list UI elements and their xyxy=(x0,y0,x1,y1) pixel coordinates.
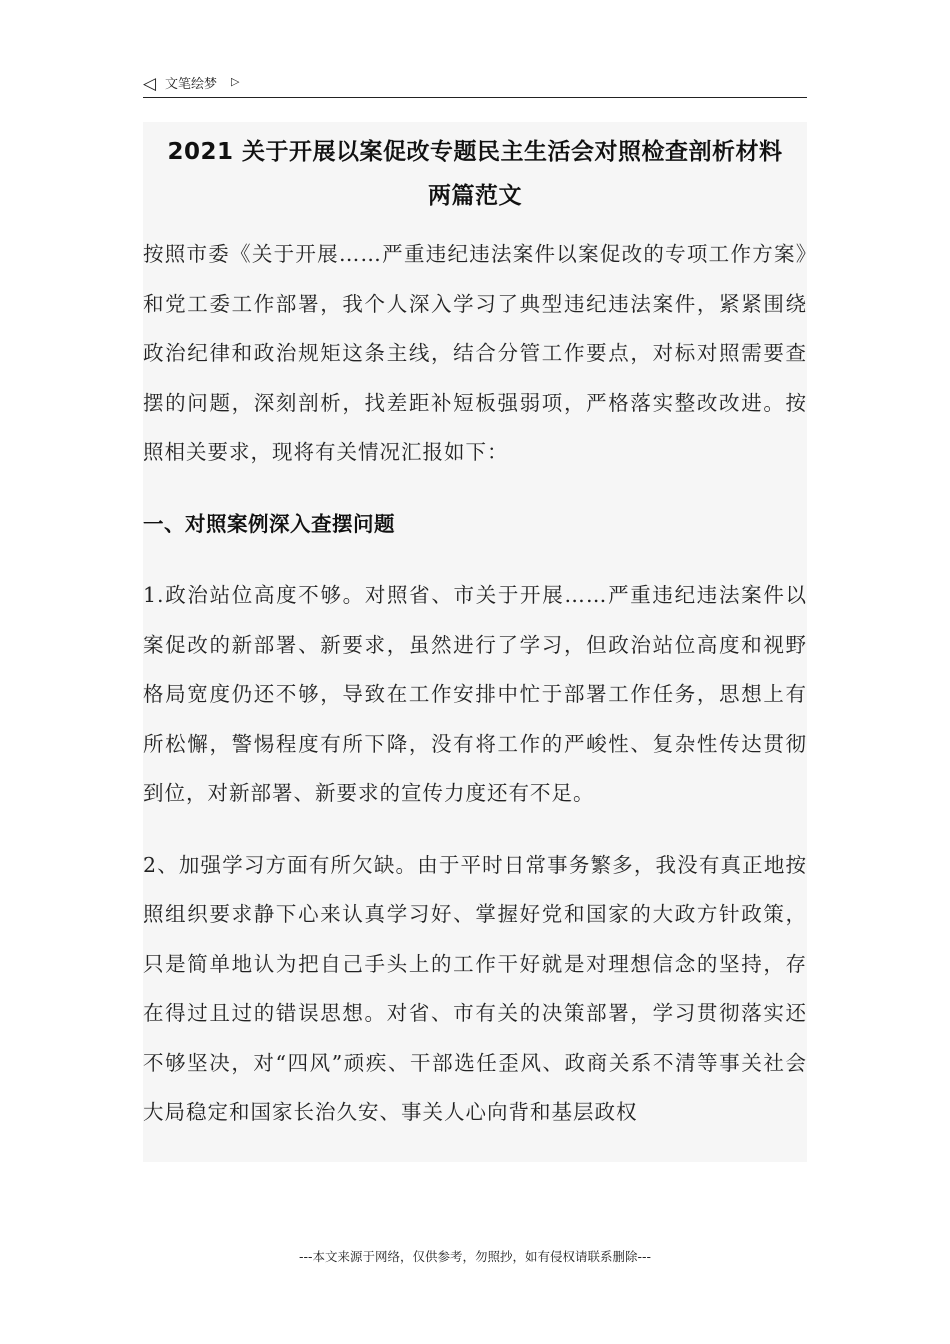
document-title-line1: 2021 关于开展以案促改专题民主生活会对照检查剖析材料 xyxy=(167,139,783,165)
list-item-2: 2、加强学习方面有所欠缺。由于平时日常事务繁多，我没有真正地按照组织要求静下心来认真学习好、掌握好党和国家的大政方针政策，只是简单地认为把自己手头上的工作干好就是对理想信念的坚持，存在得过且过的错误思想。对省、市有关的决策部署，学习贯彻落实还不够坚决，对“四风”顽疾、干部选任歪风、政商关系不清等事关社会大局稳定和国家长治久安、事关人心向背和基层政权 xyxy=(143,852,807,1124)
document-body xyxy=(143,122,807,1162)
intro-paragraph: 按照市委《关于开展……严重违纪违法案件以案促改的专项工作方案》和党工委工作部署，我个人深入学习了典型违纪违法案件，紧紧围绕政治纪律和政治规矩这条主线，结合分管工作要点，对标对照需要查摆的问题，深刻剖析，找差距补短板强弱项，严格落实整改改进。按照相关要求，现将有关情况汇报如下： xyxy=(143,242,807,464)
triangle-right-icon: ▷ xyxy=(231,75,240,88)
document-title-line2: 两篇范文 xyxy=(428,183,522,209)
list-item-1: 1.政治站位高度不够。对照省、市关于开展……严重违纪违法案件以案促改的新部署、新要求，虽然进行了学习，但政治站位高度和视野格局宽度仍还不够，导致在工作安排中忙于部署工作任务，思想上有所松懈，警惕程度有所下降，没有将工作的严峻性、复杂性传达贯彻到位，对新部署、新要求的宣传力度还有不足。 xyxy=(143,583,807,805)
page-header xyxy=(143,74,807,98)
section-heading: 一、对照案例深入查摆问题 xyxy=(143,511,395,536)
document-title xyxy=(143,130,807,218)
header-divider xyxy=(143,97,807,98)
triangle-left-icon: ◁ xyxy=(143,74,157,94)
header-brand: 文笔绘梦 xyxy=(165,77,218,92)
page-footer: ---本文来源于网络，仅供参考，勿照抄，如有侵权请联系删除--- xyxy=(298,1249,652,1264)
